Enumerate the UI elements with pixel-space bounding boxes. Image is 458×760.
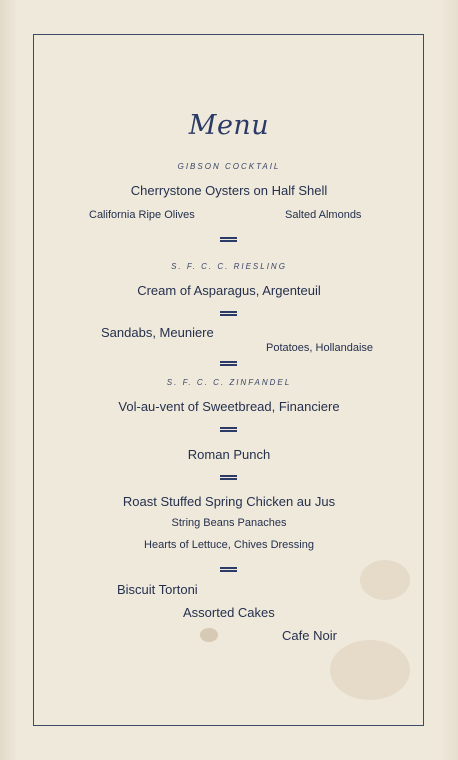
course-3: Sandabs, Meuniere	[101, 325, 214, 340]
course-4: Vol-au-vent of Sweetbread, Financiere	[118, 399, 340, 414]
menu-title: Menu	[188, 110, 270, 141]
side-hearts-of-lettuce: Hearts of Lettuce, Chives Dressing	[144, 539, 314, 551]
wine-pairing-3: S. F. C. C. ZINFANDEL	[166, 378, 292, 387]
course-separator	[220, 475, 237, 480]
side-olives: California Ripe Olives	[89, 209, 195, 221]
course-5: Roman Punch	[187, 447, 271, 462]
side-almonds: Salted Almonds	[285, 209, 362, 221]
course-separator	[220, 567, 237, 572]
side-string-beans: String Beans Panaches	[171, 517, 287, 529]
dessert-cafe-noir: Cafe Noir	[282, 628, 337, 643]
course-separator	[220, 237, 237, 242]
course-separator	[220, 311, 237, 316]
course-2: Cream of Asparagus, Argenteuil	[137, 283, 321, 298]
course-6: Roast Stuffed Spring Chicken au Jus	[122, 494, 336, 509]
dessert-biscuit-tortoni: Biscuit Tortoni	[117, 582, 198, 597]
course-separator	[220, 427, 237, 432]
course-1: Cherrystone Oysters on Half Shell	[130, 183, 328, 198]
wine-pairing-1: GIBSON COCKTAIL	[177, 162, 281, 171]
course-separator	[220, 361, 237, 366]
dessert-assorted-cakes: Assorted Cakes	[183, 605, 275, 620]
wine-pairing-2: S. F. C. C. RIESLING	[171, 262, 287, 271]
side-potatoes: Potatoes, Hollandaise	[266, 342, 374, 354]
